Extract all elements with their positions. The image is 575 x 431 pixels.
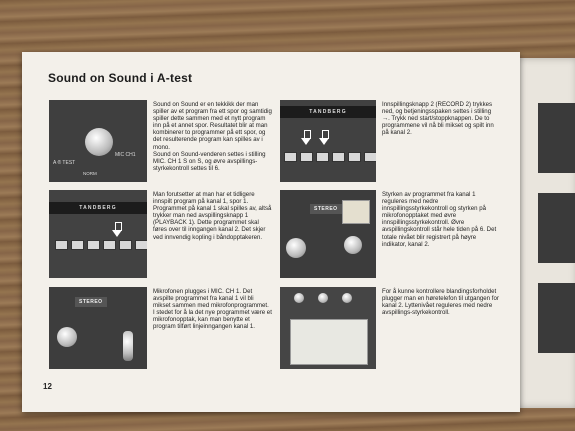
paragraph-record: Innspillingsknapp 2 (RECORD 2) trykkes ned, og betjeningsspaken settes i stilling →. Trykk ned start/stoppknappen. De to programmene vil nå bli mikset og spilt inn på kanal 2. bbox=[382, 101, 494, 137]
microphone-plug-icon bbox=[123, 331, 133, 361]
key-5 bbox=[119, 240, 132, 250]
brand-strip bbox=[49, 202, 147, 214]
rec-key-2 bbox=[300, 152, 313, 162]
paragraph-intro: Sound on Sound er en tekkikk der man spiller av et program fra ett spor og samtidig spiller dette sammen med et nytt program inn på et annet spor. Resultatet blir at man kombinerer to programmer på ett spor, og det resulterende program kan spilles av i mono. Sound on Sound-venderen settes i stilling MIC. CH 1 S on S, og øvre avspillings-styrkekontroll settes til 6. bbox=[153, 101, 272, 172]
page-title: Sound on Sound i A-test bbox=[48, 71, 193, 85]
jack-icon-1 bbox=[294, 293, 304, 303]
facing-page-photo-2 bbox=[538, 193, 575, 263]
rec-key-6 bbox=[364, 152, 376, 162]
selector-knob-icon bbox=[85, 128, 113, 156]
rec-key-3 bbox=[316, 152, 329, 162]
transport-keys bbox=[55, 240, 147, 250]
volume-knob-icon bbox=[57, 327, 77, 347]
label-mic-ch1: MIC CH1 bbox=[115, 152, 136, 158]
key-1 bbox=[55, 240, 68, 250]
photo-level-meter bbox=[280, 190, 376, 278]
paragraph-playback: Man forutsetter at man har et tidligere innspilt program på kanal 1, spor 1. Programmet på kanal 1 skal spilles av, altså trykker man ned avspillingsknapp 1 (PLAYBACK 1). Dette programmet skal føres over til inngangen kanal 2. Det skjer ved innvendig kopling i båndopptakeren. bbox=[153, 191, 272, 241]
paragraph-monitor: For å kunne kontrollere blandingsforholdet plugger man en høretelefon til utgangen for kanal 2. Lyttenivået reguleres med nedre avspillings-styrkekontroll. bbox=[382, 288, 499, 317]
volume-knob-icon-2 bbox=[286, 238, 306, 258]
photo-mic-input bbox=[49, 287, 147, 369]
photo-rear-panel bbox=[280, 287, 376, 369]
manual-page bbox=[22, 52, 520, 412]
page-number: 12 bbox=[43, 382, 52, 391]
brand-label: TANDBERG bbox=[79, 205, 117, 211]
rec-key-4 bbox=[332, 152, 345, 162]
arrow-down-icon bbox=[112, 230, 122, 237]
arrow-down-icon-2 bbox=[319, 138, 329, 145]
stereo-label-2: STEREO bbox=[310, 204, 342, 214]
photo-playback-keys bbox=[49, 190, 147, 278]
brand-strip-2 bbox=[280, 106, 376, 118]
record-keys bbox=[284, 152, 376, 162]
paragraph-mic: Mikrofonen plugges i MIC. CH 1. Det avspilte programmet fra kanal 1 vil bli mikset sammen med mikrofonprogrammet. I stedet for å la det nye programmet være et mikrofonopptak, kan man benytte et program tilført linjeinngangen kanal 1. bbox=[153, 288, 272, 331]
stereo-label: STEREO bbox=[75, 297, 107, 307]
key-3 bbox=[87, 240, 100, 250]
rec-key-5 bbox=[348, 152, 361, 162]
label-norm: NORM bbox=[83, 171, 97, 176]
key-4 bbox=[103, 240, 116, 250]
rec-key-1 bbox=[284, 152, 297, 162]
jack-icon-2 bbox=[318, 293, 328, 303]
paragraph-levels: Styrken av programmet fra kanal 1 reguleres med nedre innspillingsstyrkekontroll og styrken på mikrofonopptaket med øvre innspillingsstyrkekontroll. Øvre avspillingskontroll står hele tiden på 6. Det totale nivået blir registrert på høyre indikator, kanal 2. bbox=[382, 191, 497, 248]
key-2 bbox=[71, 240, 84, 250]
facing-page-photo-1 bbox=[538, 103, 575, 173]
volume-knob-icon-3 bbox=[344, 236, 362, 254]
facing-page-photo-3 bbox=[538, 283, 575, 353]
level-meter-icon bbox=[342, 200, 370, 224]
jack-icon-3 bbox=[342, 293, 352, 303]
photo-record-keys bbox=[280, 100, 376, 182]
key-6 bbox=[135, 240, 147, 250]
photo-selector-knob bbox=[49, 100, 147, 182]
arrow-down-icon-1 bbox=[301, 138, 311, 145]
facing-page-edge bbox=[520, 58, 575, 408]
label-a-test: A ® TEST bbox=[53, 160, 76, 166]
brand-label-2: TANDBERG bbox=[309, 109, 347, 115]
connection-plate-icon bbox=[290, 319, 368, 365]
